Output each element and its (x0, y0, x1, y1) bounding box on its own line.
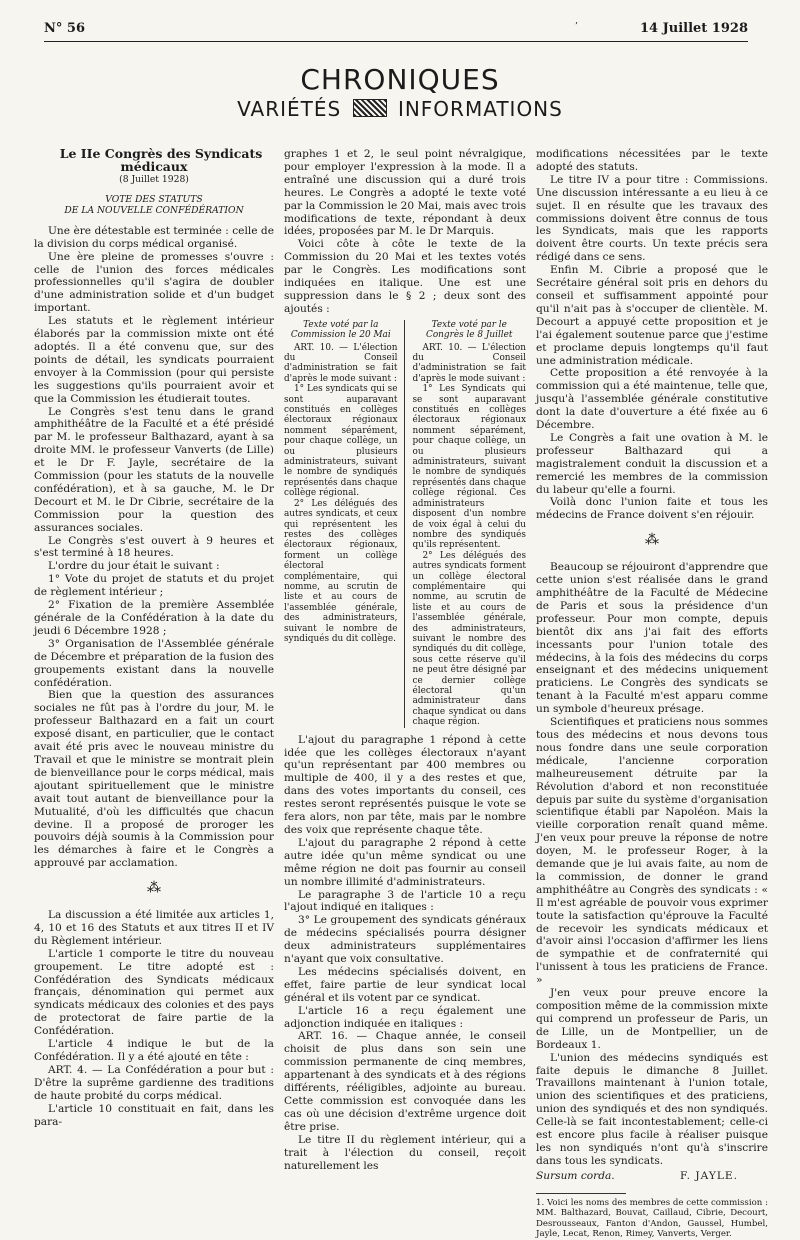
paragraph: modifications nécessitées par le texte adopté des statuts. (536, 148, 768, 173)
paragraph: Les statuts et le règlement intérieur élaborés par la commission mixte ont été adoptés. Il a été convenu que, sur des points de détail, les syndicats pourraient envoyer à la Commission (pour qui persiste les suggestions qu'ils pourraient avoir et que la Commission les étudierait toutes. (34, 315, 274, 405)
paragraph: 3° Le groupement des syndicats généraux de médecins spécialisés pourra désigner deux administrateurs supplémentaires n'ayant que voix consultative. (284, 914, 526, 966)
paragraph: 3° Organisation de l'Assemblée générale de Décembre et préparation de la fusion des groupements existant dans la nouvelle confédération. (34, 637, 274, 689)
paragraph: L'article 10 constituait en fait, dans les para- (34, 1102, 274, 1128)
paragraph: L'union des médecins syndiqués est faite depuis le dimanche 8 Juillet. Travaillons maintenant à l'union totale, union des scientifiques et des praticiens, union des syndiqués et des non syndiqués. Celle-là se fait incontestablement; celle-ci est encore plus facile à réaliser puisque les non syndiqués n'ont qu'à s'inscrire dans tous les syndicats. (536, 1051, 768, 1167)
paragraph: ART. 10. — L'élection du Conseil d'administration se fait d'après le mode suivant : (412, 342, 526, 384)
paragraph: J'en veux pour preuve encore la composition même de la commission mixte qui comprend un professeur de Paris, un de Lille, un de Montpellier, un de Bordeaux 1. (536, 987, 768, 1051)
signature-line (536, 1170, 768, 1183)
paragraph: ART. 4. — La Confédération a pour but : D'être la suprême gardienne des traditions de haute probité du corps médical. (34, 1063, 274, 1102)
masthead-subtitle (0, 97, 800, 121)
paragraph: La discussion a été limitée aux articles 1, 4, 10 et 16 des Statuts et aux titres II et IV du Règlement intérieur. (34, 909, 274, 947)
paragraph: Le titre IV a pour titre : Commissions. Une discussion intéressante a eu lieu à ce sujet. Il en résulte que les travaux des commissions doivent être connus de tous les Syndicats, mais que les rapports doivent être courts. Un texte précis sera rédigé dans ce sens. (536, 173, 768, 264)
paragraph: Une ère pleine de promesses s'ouvre : celle de l'union des forces médicales professionnelles qu'il s'agira de doubler d'une administration solide et d'un budget important. (34, 250, 274, 315)
paragraph: Le Congrès s'est tenu dans le grand amphithéâtre de la Faculté et a été présidé par M. le professeur Balthazard, ayant à sa droite MM. le professeur Vanverts (de Lille) et le Dr F. Jayle, secrétaire de la Commission (pour les statuts de la nouvelle confédération), et à sa gauche, M. le Dr Decourt et M. le Dr Cibrie, secrétaire de la Commission pour la question des assurances sociales. (34, 405, 274, 534)
paragraph: L'article 4 indique le but de la Confédération. Il y a été ajouté en tête : (34, 1038, 274, 1063)
column-1-paragraphs (34, 225, 274, 870)
paragraph: Cette proposition a été renvoyée à la commission qui a été maintenue, telle que, jusqu'à l'assemblée générale constitutive dont la date d'ouverture a été fixée au 6 Décembre. (536, 367, 768, 432)
article-date: (8 Juillet 1928) (119, 173, 189, 185)
author-name: F. JAYLE. (679, 1169, 738, 1182)
paragraph: Le paragraphe 3 de l'article 10 a reçu l'ajout indiqué en italiques : (284, 888, 526, 914)
comparison-right (413, 320, 527, 728)
paragraph: ART. 10. — L'élection du Conseil d'administration se fait d'après le mode suivant : (284, 342, 398, 384)
stars-separator-2: ⁂ (645, 532, 659, 549)
paragraph: Enfin M. Cibrie a proposé que le Secrétaire général soit pris en dehors du conseil et suffisamment appointé pour qu'il n'ait pas à s'occuper de clientèle. M. Decourt a appuyé cette proposition et je l'ai également soutenue parce que j'estime et proclame depuis longtemps qu'il faut une administration médicale. (536, 264, 768, 367)
header-rule (44, 41, 748, 42)
footnote-rule (536, 1193, 626, 1194)
issue-number: N° 56 (44, 21, 85, 36)
issue-date: 14 Juillet 1928 (639, 21, 748, 36)
column-1 (34, 148, 274, 1128)
paragraph: 2° Fixation de la première Assemblée générale de la Confédération à la date du jeudi 6 Décembre 1928 ; (34, 599, 274, 637)
paragraph: Le Congrès a fait une ovation à M. le professeur Balthazard qui a magistralement conduit la discussion et a remercié les membres de la commission du labeur qu'elle a fourni. (536, 431, 768, 496)
stars-separator: ⁂ (147, 880, 161, 897)
column-3 (536, 148, 768, 1240)
paragraph: ART. 16. — Chaque année, le conseil choisit de plus dans son sein une commission permanente de cinq membres, appartenant à des syndicats et à des régions différents, rééligibles, adjointe au bureau. Cette commission est convoquée dans les cas où une décision d'extrême urgence doit être prise. (284, 1030, 526, 1133)
column-2-paragraphs (284, 148, 526, 316)
closing-text: Sursum corda. (536, 1169, 615, 1182)
comparison-left-head: Texte voté par la Commission le 20 Mai (290, 319, 391, 341)
paragraph: L'ordre du jour était le suivant : (48, 560, 220, 573)
paragraph: 2° Les délégués des autres syndicats forment un collège électoral complémentaire qui nomme, au scrutin de liste et au cours de l'assemblée générale, des administrateurs, suivant le nombre des syndiqués du dit collège, sous cette réserve qu'il ne peut être désigné par ce dernier collège électoral qu'un administrateur dans chaque syndicat ou dans chaque région. (412, 550, 526, 728)
paragraph: Beaucoup se réjouiront d'apprendre que cette union s'est réalisée dans le grand amphithéâtre de la Faculté de Médecine de Paris et sous la présidence d'un professeur. Pour mon compte, depuis bientôt dix ans j'ai fait des efforts incessants pour l'union totale des médecins, à la fois des médecins du corps enseignant et des médecins uniquement praticiens. Le Congrès des syndicats se tenant à la Faculté m'est apparu comme un symbole d'heureux présage. (536, 561, 768, 716)
paragraph: L'article 16 a reçu également une adjonction indiquée en italiques : (284, 1004, 526, 1030)
comparison-right-head: Texte voté par le Congrès le 8 Juillet (426, 319, 513, 341)
footnote: 1. Voici les noms des membres de cette commission : MM. Balthazard, Bouvat, Caillaud, Cibrie, Decourt, Desrousseaux, Fanton d'Andon, Gaussel, Humbel, Jayle, Lecat, Renon, Rimey, Vanverts, Verger. (536, 1197, 768, 1240)
paragraph: Bien que la question des assurances sociales ne fût pas à l'ordre du jour, M. le professeur Balthazard en a fait un court exposé disant, en particulier, que le contact avait été pris avec le nouveau ministre du Travail et que le ministre se montrait plein de bienveillance pour le corps médical, mais ajoutant spirituellement que le ministre avait tout autant de bienveillance pour la Mutualité, d'où les difficultés que chacun devine. Il a proposé de proroger les pouvoirs déjà soumis à la Commission pour les démarches à faire et le Congrès a approuvé par acclamation. (34, 689, 274, 870)
paragraph: Une ère détestable est terminée : celle de la division du corps médical organisé. (34, 224, 274, 250)
column-1-paragraphs-b (34, 909, 274, 1128)
paragraph: L'article 1 comporte le titre du nouveau groupement. Le titre adopté est : Confédération des Syndicats médicaux français, dénomination qui permet aux syndicats médicaux des colonies et des pays de protectorat de faire partie de la Confédération. (34, 947, 274, 1038)
masthead-title: CHRONIQUES (300, 63, 500, 96)
paragraph: Scientifiques et praticiens nous sommes tous des médecins et nous devons tous nous fondre dans une seule corporation médicale, l'ancienne corporation malheureusement détruite par la Révolution d'abord et non reconstituée depuis par suite du système d'organisation scientifique établi par Napoléon. Mais la vieille corporation renaît quand même. J'en veux pour preuve la réponse de notre doyen, M. le professeur Roger, à la demande que je lui avais faite, au nom de la commission, de donner le grand amphithéâtre au Congrès des syndicats : « Il m'est agréable de pouvoir vous exprimer toute la satisfaction qu'éprouve la Faculté de recevoir les syndicats médicaux et d'avoir ainsi l'occasion d'affirmer les liens de sympathie et de confraternité qui l'unissent à tous les praticiens de France. » (536, 716, 768, 987)
article-title: Le IIe Congrès des Syndicats médicaux (59, 146, 263, 174)
column-3-paragraphs (536, 148, 768, 522)
paragraph: Voilà donc l'union faite et tous les médecins de France doivent s'en réjouir. (536, 496, 768, 522)
masthead-left: VARIÉTÉS (237, 97, 342, 121)
paragraph: Le titre II du règlement intérieur, qui a trait à l'élection du conseil, reçoit naturellement les (284, 1133, 526, 1172)
comparison-left-text (284, 343, 398, 645)
comparison-left (284, 320, 405, 728)
comparison-table (284, 320, 526, 728)
paragraph: Le Congrès s'est ouvert à 9 heures et s'est terminé à 18 heures. (34, 534, 274, 560)
ornament-icon (353, 99, 387, 117)
paragraph: L'ajout du paragraphe 2 répond à cette autre idée qu'un même syndicat ou une même région ne doit pas fournir au conseil un nombre illimité d'administrateurs. (284, 836, 526, 888)
column-2-paragraphs-b (284, 734, 526, 1173)
paragraph: Voici côte à côte le texte de la Commission du 20 Mai et les textes votés par le Congrès. Les modifications sont indiquées en italique. Une est une suppression dans le § 2 ; deux sont des ajoutés : (284, 238, 526, 315)
column-2 (284, 148, 526, 1172)
column-3-paragraphs-b (536, 561, 768, 1168)
article-subtitle-2: DE LA NOUVELLE CONFÉDÉRATION (64, 204, 244, 216)
article-subtitle-1: VOTE DES STATUTS (105, 193, 203, 205)
paragraph: 1° Les Syndicats qui se sont auparavant constitués en collèges électoraux régionaux nomment séparément, pour chaque collège, un ou plusieurs administrateurs, suivant le nombre de syndiqués représentés dans chaque collège régional. Ces administrateurs disposent d'un nombre de voix égal à celui du nombre des syndiqués qu'ils représentent. (412, 384, 526, 551)
paragraph: Les médecins spécialisés doivent, en effet, faire partie de leur syndicat local général et ils votent par ce syndicat. (284, 965, 526, 1004)
comparison-right-text (413, 343, 527, 728)
paragraph: 1° Les syndicats qui se sont auparavant constitués en collèges électoraux régionaux nomment séparément, pour chaque collège, un ou plusieurs administrateurs, suivant le nombre de syndiqués représentés dans chaque collège régional. (284, 384, 398, 499)
paragraph: L'ajout du paragraphe 1 répond à cette idée que les collèges électoraux n'ayant qu'un représentant par 400 membres ou multiple de 400, il y a des restes et que, dans des votes importants du conseil, ces restes seront représentés puisque le vote se fera alors, non par tête, mais par le nombre des voix que représente chaque tête. (284, 733, 526, 836)
masthead-right: INFORMATIONS (397, 97, 563, 121)
page-header (44, 21, 748, 41)
paragraph: 1° Vote du projet de statuts et du projet de règlement intérieur ; (34, 573, 274, 599)
header-mark: ’ (575, 22, 578, 32)
paragraph: 2° Les délégués des autres syndicats, et ceux qui représentent les restes des collèges électoraux régionaux, forment un collège électoral complémentaire, qui nomme, au scrutin de liste et au cours de l'assemblée générale, des administrateurs, suivant le nombre de syndiqués du dit collège. (284, 498, 398, 644)
paragraph: graphes 1 et 2, le seul point névralgique, pour employer l'expression à la mode. Il a entraîné une discussion qui a duré trois heures. Le Congrès a adopté le texte voté par la Commission le 20 Mai, mais avec trois modifications de texte, répondant à deux idées, proposées par M. le Dr Marquis. (284, 148, 526, 238)
